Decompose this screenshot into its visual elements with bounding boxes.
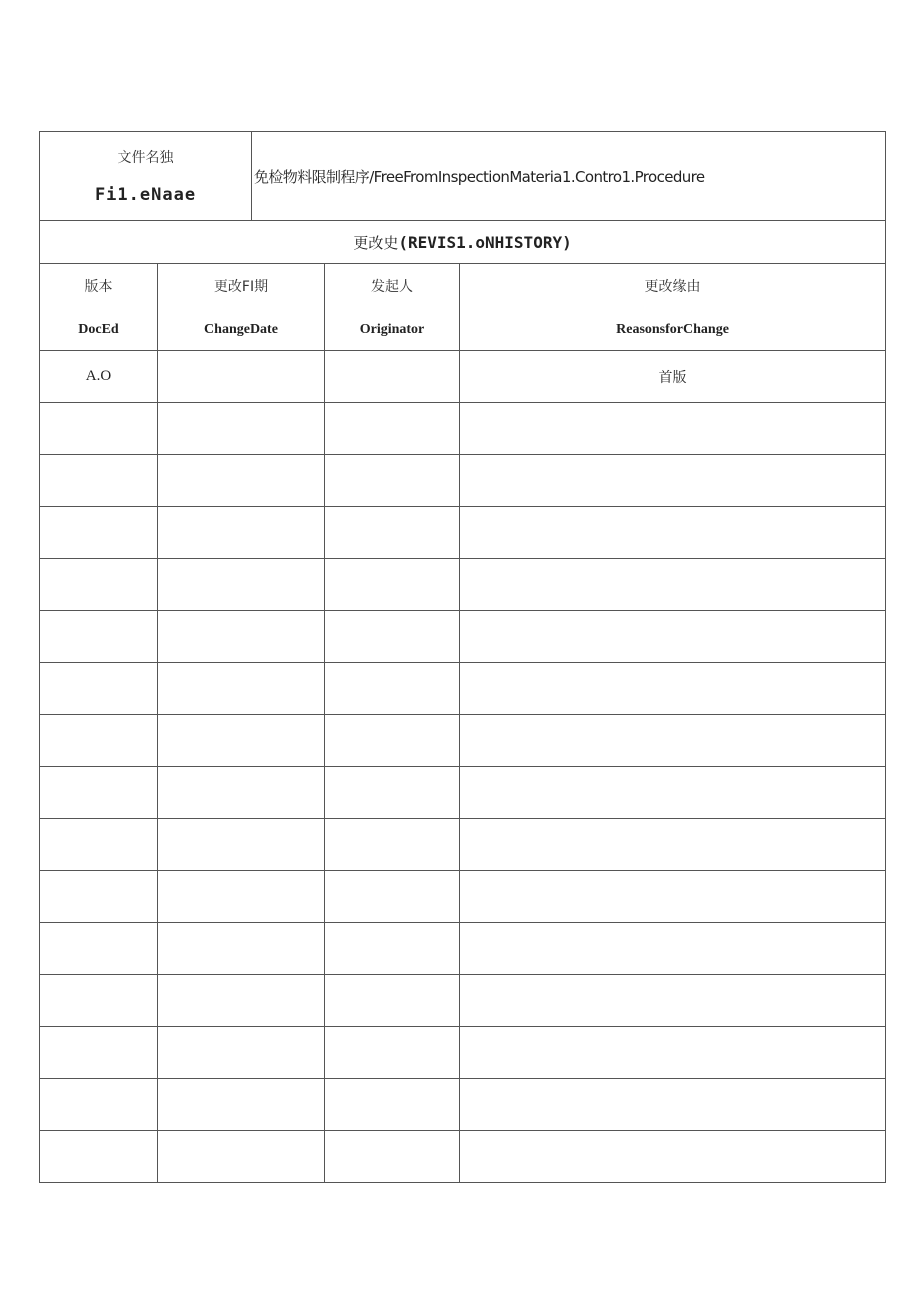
document-title: 免检物料限制程序/FreeFromInspectionMateria1.Contro1.Procedure xyxy=(254,167,705,186)
table-row xyxy=(40,663,886,715)
column-header-reason xyxy=(460,264,886,351)
table-row xyxy=(40,923,886,975)
change-date-cell xyxy=(158,455,325,507)
originator-cell xyxy=(325,1027,460,1079)
edition-cell xyxy=(40,403,158,455)
originator-cell xyxy=(325,1079,460,1131)
reason-cell xyxy=(460,1131,886,1183)
revision-history-title-en: (REVIS1.oNHISTORY) xyxy=(398,232,572,252)
originator-cell xyxy=(325,767,460,819)
originator-cell xyxy=(325,507,460,559)
column-header-en: ReasonsforChange xyxy=(616,322,729,337)
change-date-cell xyxy=(158,1131,325,1183)
column-header-originator xyxy=(325,264,460,351)
revision-history-title-cell xyxy=(40,221,886,264)
table-row xyxy=(40,403,886,455)
edition-cell xyxy=(40,663,158,715)
document-title-cell xyxy=(252,132,886,221)
originator-cell xyxy=(325,819,460,871)
reason-cell xyxy=(460,819,886,871)
originator-cell xyxy=(325,923,460,975)
originator-cell xyxy=(325,871,460,923)
change-date-cell xyxy=(158,715,325,767)
reason-cell xyxy=(460,975,886,1027)
change-date-cell xyxy=(158,507,325,559)
edition-cell xyxy=(40,767,158,819)
reason-cell xyxy=(460,1079,886,1131)
reason-cell xyxy=(460,611,886,663)
change-date-cell xyxy=(158,351,325,403)
revision-rows xyxy=(40,351,886,1183)
change-date-cell xyxy=(158,559,325,611)
table-row xyxy=(40,455,886,507)
file-name-label-cell xyxy=(40,132,252,221)
table-row xyxy=(40,559,886,611)
reason-cell xyxy=(460,767,886,819)
column-header-en: ChangeDate xyxy=(204,322,278,337)
change-date-cell xyxy=(158,1079,325,1131)
column-header-cn: 更改FI期 xyxy=(213,279,269,295)
edition-cell xyxy=(40,351,158,403)
edition-cell xyxy=(40,455,158,507)
reason-cell xyxy=(460,507,886,559)
column-header-cn: 更改缘由 xyxy=(644,279,701,295)
edition-cell xyxy=(40,559,158,611)
originator-cell xyxy=(325,1131,460,1183)
table-row xyxy=(40,1131,886,1183)
table-row xyxy=(40,351,886,403)
change-date-cell xyxy=(158,767,325,819)
reason-cell-text: 首版 xyxy=(658,369,687,386)
table-row xyxy=(40,871,886,923)
reason-cell xyxy=(460,403,886,455)
change-date-cell xyxy=(158,611,325,663)
file-name-row xyxy=(40,132,886,221)
revision-history-table xyxy=(39,131,886,1183)
edition-cell xyxy=(40,975,158,1027)
column-header-edition xyxy=(40,264,158,351)
revision-history-title-row xyxy=(40,221,886,264)
change-date-cell xyxy=(158,663,325,715)
column-header-en: Originator xyxy=(359,322,425,337)
change-date-cell xyxy=(158,871,325,923)
edition-cell xyxy=(40,715,158,767)
reason-cell xyxy=(460,1027,886,1079)
originator-cell xyxy=(325,403,460,455)
table-row xyxy=(40,507,886,559)
file-name-label-cn: 文件名独 xyxy=(117,150,174,166)
edition-cell xyxy=(40,923,158,975)
change-date-cell xyxy=(158,975,325,1027)
edition-cell xyxy=(40,819,158,871)
column-header-row xyxy=(40,264,886,351)
reason-cell xyxy=(460,871,886,923)
change-date-cell xyxy=(158,923,325,975)
table-row xyxy=(40,975,886,1027)
reason-cell xyxy=(460,923,886,975)
table-row xyxy=(40,611,886,663)
originator-cell xyxy=(325,715,460,767)
edition-cell xyxy=(40,871,158,923)
change-date-cell xyxy=(158,403,325,455)
table-row xyxy=(40,819,886,871)
change-date-cell xyxy=(158,819,325,871)
column-header-en: DocEd xyxy=(78,322,119,337)
revision-history-title-cn: 更改史 xyxy=(353,233,399,252)
edition-cell xyxy=(40,507,158,559)
originator-cell xyxy=(325,663,460,715)
originator-cell xyxy=(325,975,460,1027)
originator-cell xyxy=(325,559,460,611)
edition-cell xyxy=(40,1027,158,1079)
edition-cell-text: A.O xyxy=(85,368,112,384)
edition-cell xyxy=(40,1079,158,1131)
table-row xyxy=(40,715,886,767)
originator-cell xyxy=(325,351,460,403)
edition-cell xyxy=(40,611,158,663)
table-row xyxy=(40,767,886,819)
change-date-cell xyxy=(158,1027,325,1079)
reason-cell xyxy=(460,715,886,767)
reason-cell xyxy=(460,559,886,611)
column-header-cn: 版本 xyxy=(84,279,113,295)
column-header-change-date xyxy=(158,264,325,351)
column-header-cn: 发起人 xyxy=(371,279,413,295)
reason-cell xyxy=(460,455,886,507)
table-row xyxy=(40,1079,886,1131)
file-name-label-en: Fi1.eNaae xyxy=(94,185,197,205)
reason-cell xyxy=(460,663,886,715)
originator-cell xyxy=(325,455,460,507)
table-row xyxy=(40,1027,886,1079)
originator-cell xyxy=(325,611,460,663)
reason-cell xyxy=(460,351,886,403)
edition-cell xyxy=(40,1131,158,1183)
